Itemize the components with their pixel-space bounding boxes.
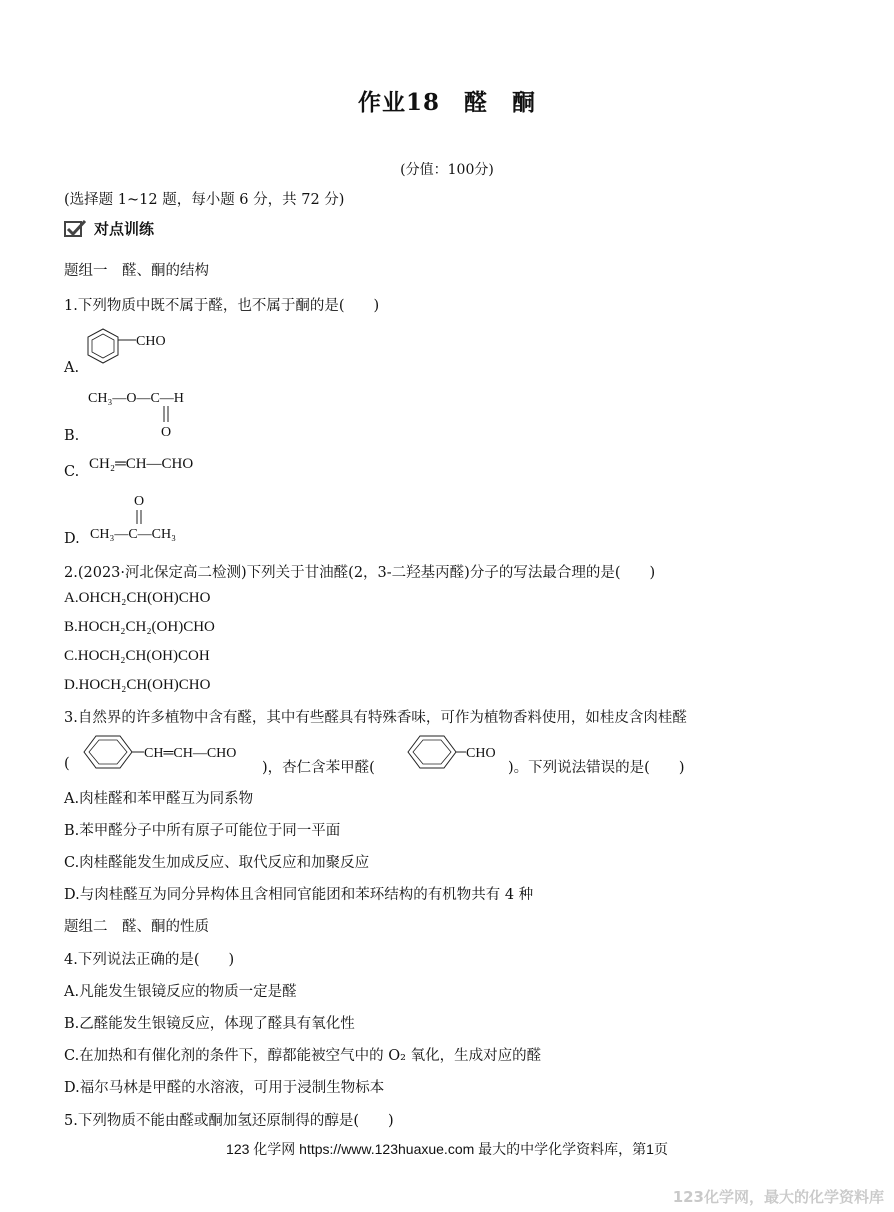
section-heading bbox=[64, 218, 154, 239]
benzaldehyde-structure bbox=[398, 732, 508, 776]
score-note: (分值：100分) bbox=[400, 162, 494, 178]
option-c: C.在加热和有催化剂的条件下，醇都能被空气中的 O₂ 氧化，生成对应的醛 bbox=[64, 1048, 542, 1064]
option-c: C.肉桂醛能发生加成反应、取代反应和加聚反应 bbox=[64, 855, 370, 871]
acetone-structure bbox=[86, 490, 216, 546]
benzaldehyde-structure bbox=[86, 324, 206, 374]
question-1-stem: 1.下列物质中既不属于醛，也不属于酮的是( ) bbox=[64, 298, 380, 314]
group-title: 题组一 醛、酮的结构 bbox=[64, 263, 209, 279]
option-a: A.肉桂醛和苯甲醛互为同系物 bbox=[64, 791, 254, 807]
watermark: 123化学网，最大的化学资料库 bbox=[672, 1188, 884, 1206]
q3-end-text: )。下列说法错误的是( ) bbox=[508, 760, 685, 776]
group-title: 题组二 醛、酮的性质 bbox=[64, 919, 209, 935]
option-label: D. bbox=[64, 531, 80, 547]
question-4-stem: 4.下列说法正确的是( ) bbox=[64, 952, 235, 968]
acrolein-formula: CH₂═CH—CHO bbox=[89, 456, 194, 472]
option-label: A. bbox=[64, 360, 80, 376]
formula-text: O bbox=[134, 494, 145, 509]
q3-mid-text: )，杏仁含苯甲醛( bbox=[262, 760, 375, 776]
option-b: B.HOCH₂CH₂(OH)CHO bbox=[64, 619, 215, 635]
question-2-stem: 2.(2023·河北保定高二检测)下列关于甘油醛(2，3-二羟基丙醛)分子的写法最合理的是( ) bbox=[64, 565, 656, 581]
formula-text: CH₃—O—C—H bbox=[88, 391, 184, 406]
option-d: D.福尔马林是甲醛的水溶液，可用于浸制生物标本 bbox=[64, 1080, 385, 1096]
formula-text: CH₃—C—CH₃ bbox=[90, 527, 176, 542]
question-5-stem: 5.下列物质不能由醛或酮加氢还原制得的醇是( ) bbox=[64, 1113, 394, 1129]
option-label: B. bbox=[64, 428, 80, 444]
page-title: 作业18 醛 酮 bbox=[357, 89, 536, 116]
paren-open: ( bbox=[64, 756, 70, 772]
page-footer: 123 化学网 https://www.123huaxue.com 最大的中学化学资料库，第1页 bbox=[226, 1141, 668, 1157]
checkmark-icon bbox=[64, 220, 86, 238]
formula-text: CH═CH—CHO bbox=[144, 746, 237, 761]
formula-text: CHO bbox=[136, 334, 166, 349]
option-label: C. bbox=[64, 464, 80, 480]
option-a: A.凡能发生银镜反应的物质一定是醛 bbox=[64, 984, 297, 1000]
cinnamaldehyde-structure bbox=[74, 732, 264, 776]
section-label: 对点训练 bbox=[94, 220, 155, 238]
option-d: D.HOCH₂CH(OH)CHO bbox=[64, 677, 211, 693]
option-b: B.苯甲醛分子中所有原子可能位于同一平面 bbox=[64, 823, 341, 839]
formula-text: CHO bbox=[466, 746, 496, 761]
option-a: A.OHCH₂CH(OH)CHO bbox=[64, 590, 211, 606]
intro-text: (选择题 1~12 题，每小题 6 分，共 72 分) bbox=[64, 192, 345, 208]
option-c: C.HOCH₂CH(OH)COH bbox=[64, 648, 210, 664]
option-d: D.与肉桂醛互为同分异构体且含相同官能团和苯环结构的有机物共有 4 种 bbox=[64, 887, 534, 903]
formula-text: O bbox=[161, 425, 172, 440]
methyl-formate-structure bbox=[86, 384, 226, 440]
option-b: B.乙醛能发生银镜反应，体现了醛具有氧化性 bbox=[64, 1016, 355, 1032]
question-3-stem: 3.自然界的许多植物中含有醛，其中有些醛具有特殊香味，可作为植物香料使用，如桂皮含肉桂醛 bbox=[64, 710, 687, 726]
